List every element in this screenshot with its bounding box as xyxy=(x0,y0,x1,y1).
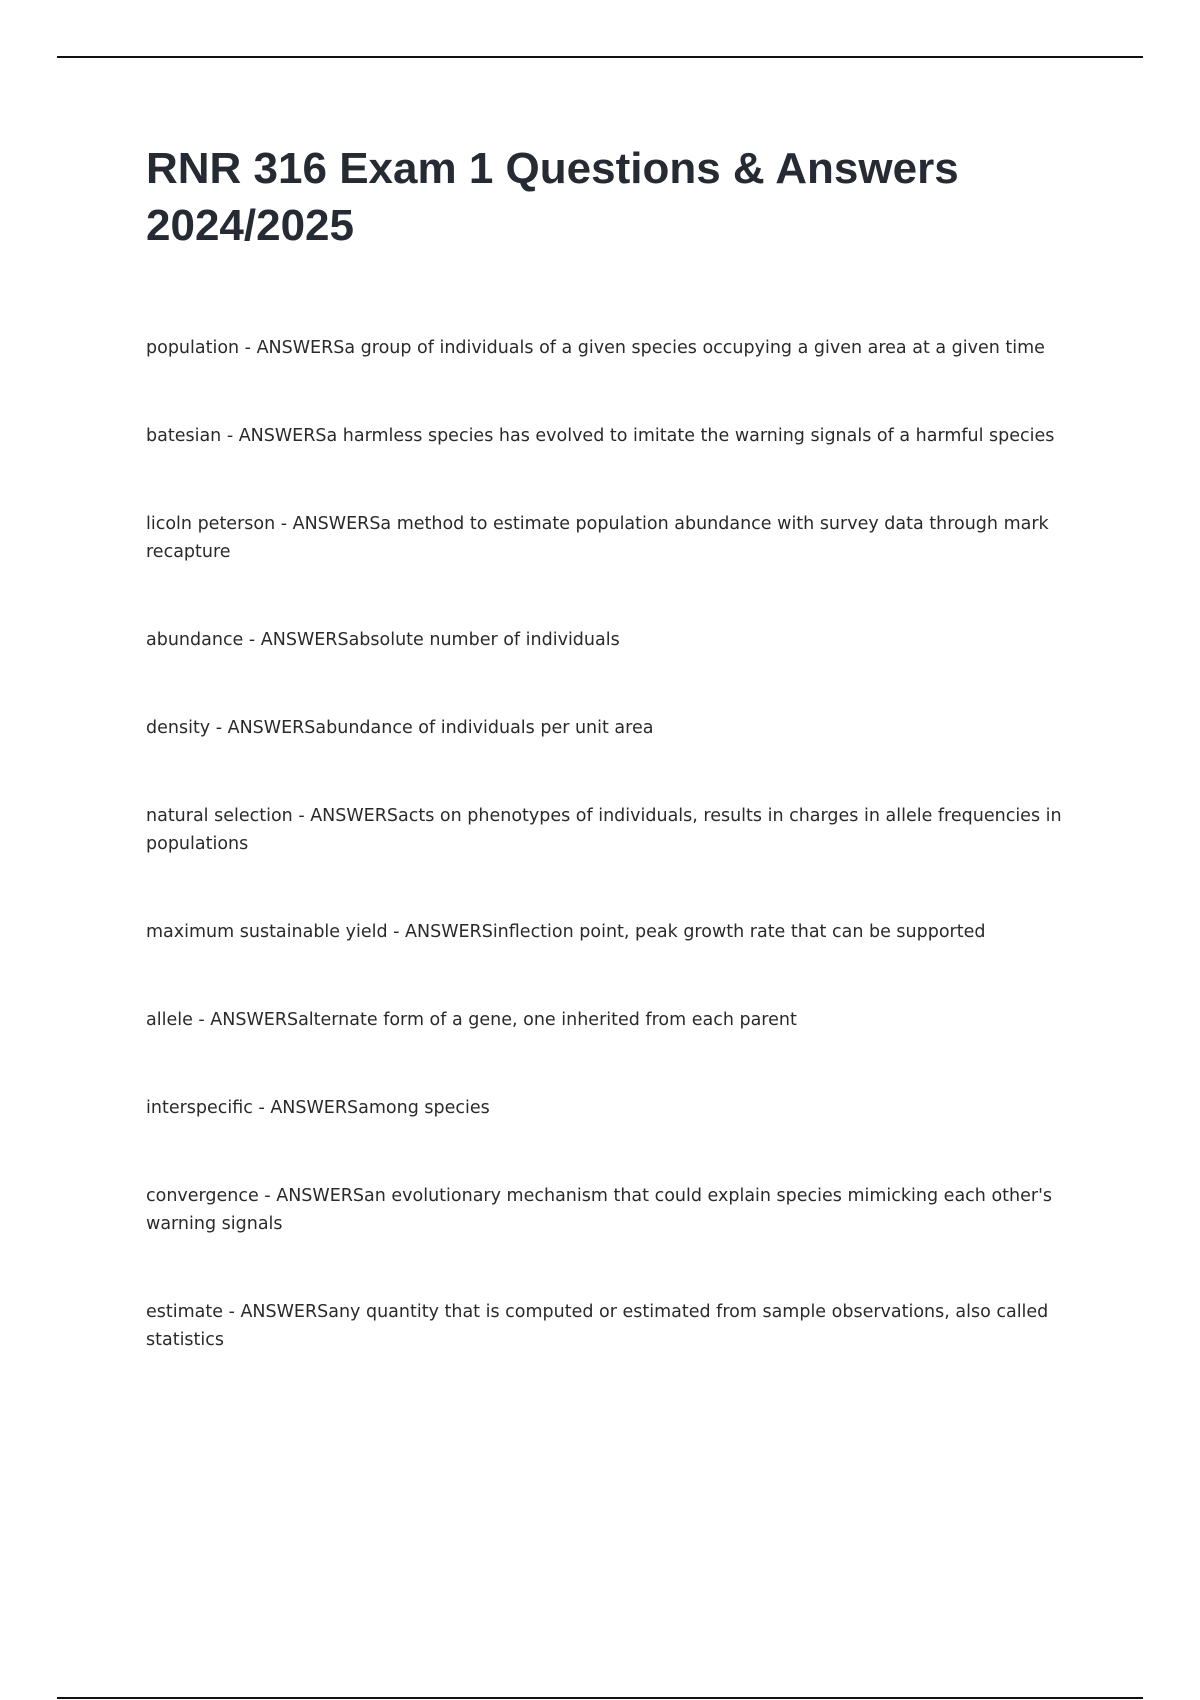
bottom-divider xyxy=(57,1697,1143,1699)
qa-entry: population - ANSWERSa group of individuals of a given species occupying a given area at a given time xyxy=(146,338,1045,358)
qa-entry: allele - ANSWERSalternate form of a gene, one inherited from each parent xyxy=(146,1010,797,1030)
qa-entry: batesian - ANSWERSa harmless species has evolved to imitate the warning signals of a harmful species xyxy=(146,426,1055,446)
qa-list xyxy=(146,334,1086,1354)
document-title: RNR 316 Exam 1 Questions & Answers 2024/2025 xyxy=(146,144,959,250)
top-divider xyxy=(57,56,1143,58)
qa-entry: convergence - ANSWERSan evolutionary mechanism that could explain species mimicking each other's warning signals xyxy=(146,1186,1052,1234)
qa-entry: estimate - ANSWERSany quantity that is computed or estimated from sample observations, also called statistics xyxy=(146,1302,1049,1350)
document-body xyxy=(146,140,1086,1414)
qa-entry: licoln peterson - ANSWERSa method to estimate population abundance with survey data through mark recapture xyxy=(146,514,1049,562)
qa-entry: maximum sustainable yield - ANSWERSinflection point, peak growth rate that can be supported xyxy=(146,922,986,942)
qa-entry: density - ANSWERSabundance of individuals per unit area xyxy=(146,718,654,738)
qa-entry: natural selection - ANSWERSacts on phenotypes of individuals, results in charges in allele frequencies in populations xyxy=(146,806,1062,854)
qa-entry: interspecific - ANSWERSamong species xyxy=(146,1098,490,1118)
qa-entry: abundance - ANSWERSabsolute number of individuals xyxy=(146,630,620,650)
